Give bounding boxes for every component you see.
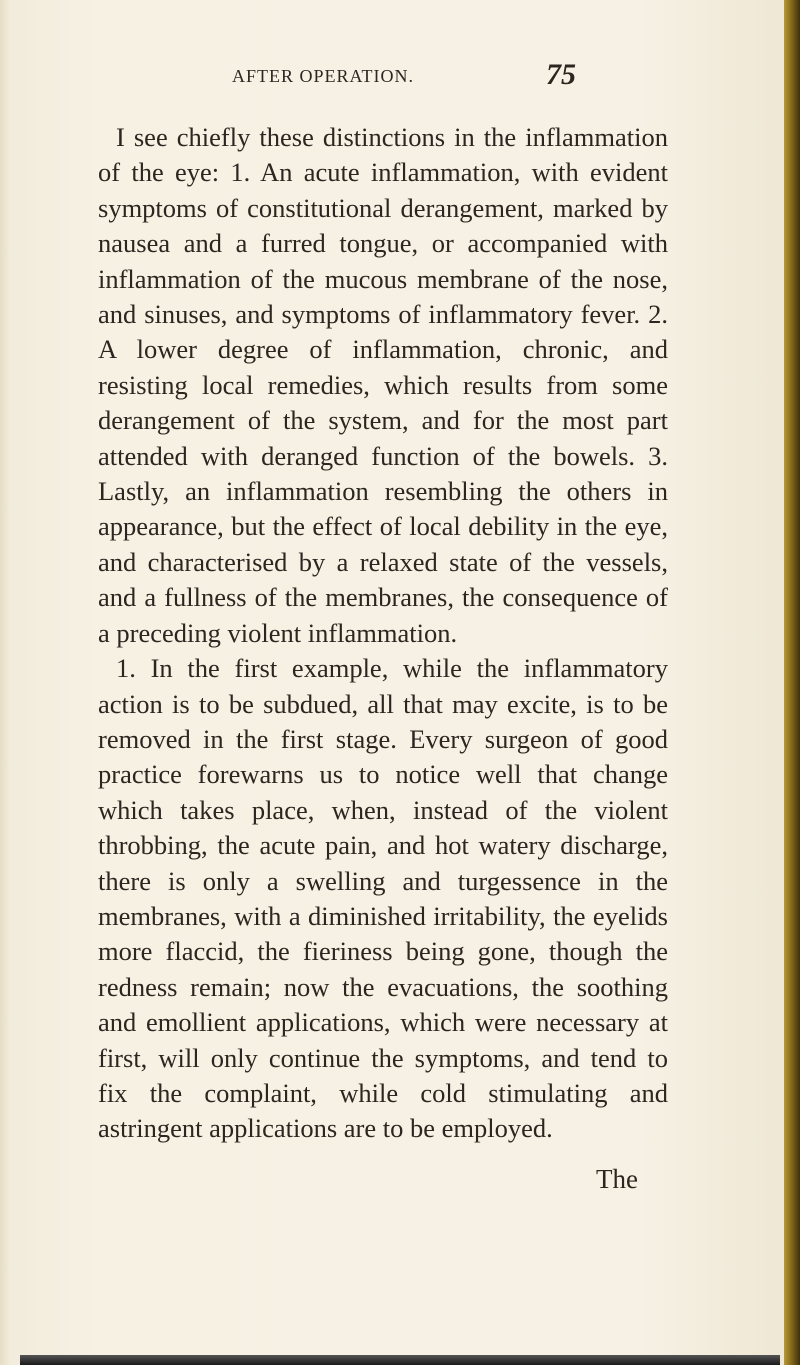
page-number: 75 xyxy=(546,58,576,91)
book-spine-edge xyxy=(784,0,800,1365)
running-head xyxy=(0,56,800,91)
catchword: The xyxy=(596,1164,638,1194)
running-title: AFTER OPERATION. xyxy=(232,66,415,86)
page-bottom-edge xyxy=(20,1355,780,1365)
page-gutter-shadow xyxy=(0,0,10,1365)
body-text xyxy=(98,120,668,1147)
paragraph-1: I see chiefly these distinctions in the inflammation of the eye: 1. An acute inflammation, with evident symptoms of constitutional derangement, marked by nausea and a furred tongue, or accompanied with inflammation of the mucous membrane of the nose, and sinuses, and symptoms of inflammatory fever. 2. A lower degree of inflammation, chronic, and resisting local remedies, which results from some derangement of the system, and for the most part attended with deranged function of the bowels. 3. Lastly, an inflammation resembling the others in appearance, but the effect of local debility in the eye, and characterised by a relaxed state of the vessels, and a fullness of the membranes, the consequence of a preceding violent inflammation. xyxy=(98,122,668,648)
paragraph-2: 1. In the first example, while the inflammatory action is to be subdued, all that may excite, is to be removed in the first stage. Every surgeon of good practice forewarns us to notice well that change which takes place, when, instead of the violent throbbing, the acute pain, and hot watery discharge, there is only a swelling and turgessence in the membranes, with a diminished irritability, the eyelids more flaccid, the fieriness being gone, though the redness remain; now the evacuations, the soothing and emollient applications, which were necessary at first, will only continue the symptoms, and tend to fix the complaint, while cold stimulating and astringent applications are to be employed. xyxy=(98,653,668,1144)
